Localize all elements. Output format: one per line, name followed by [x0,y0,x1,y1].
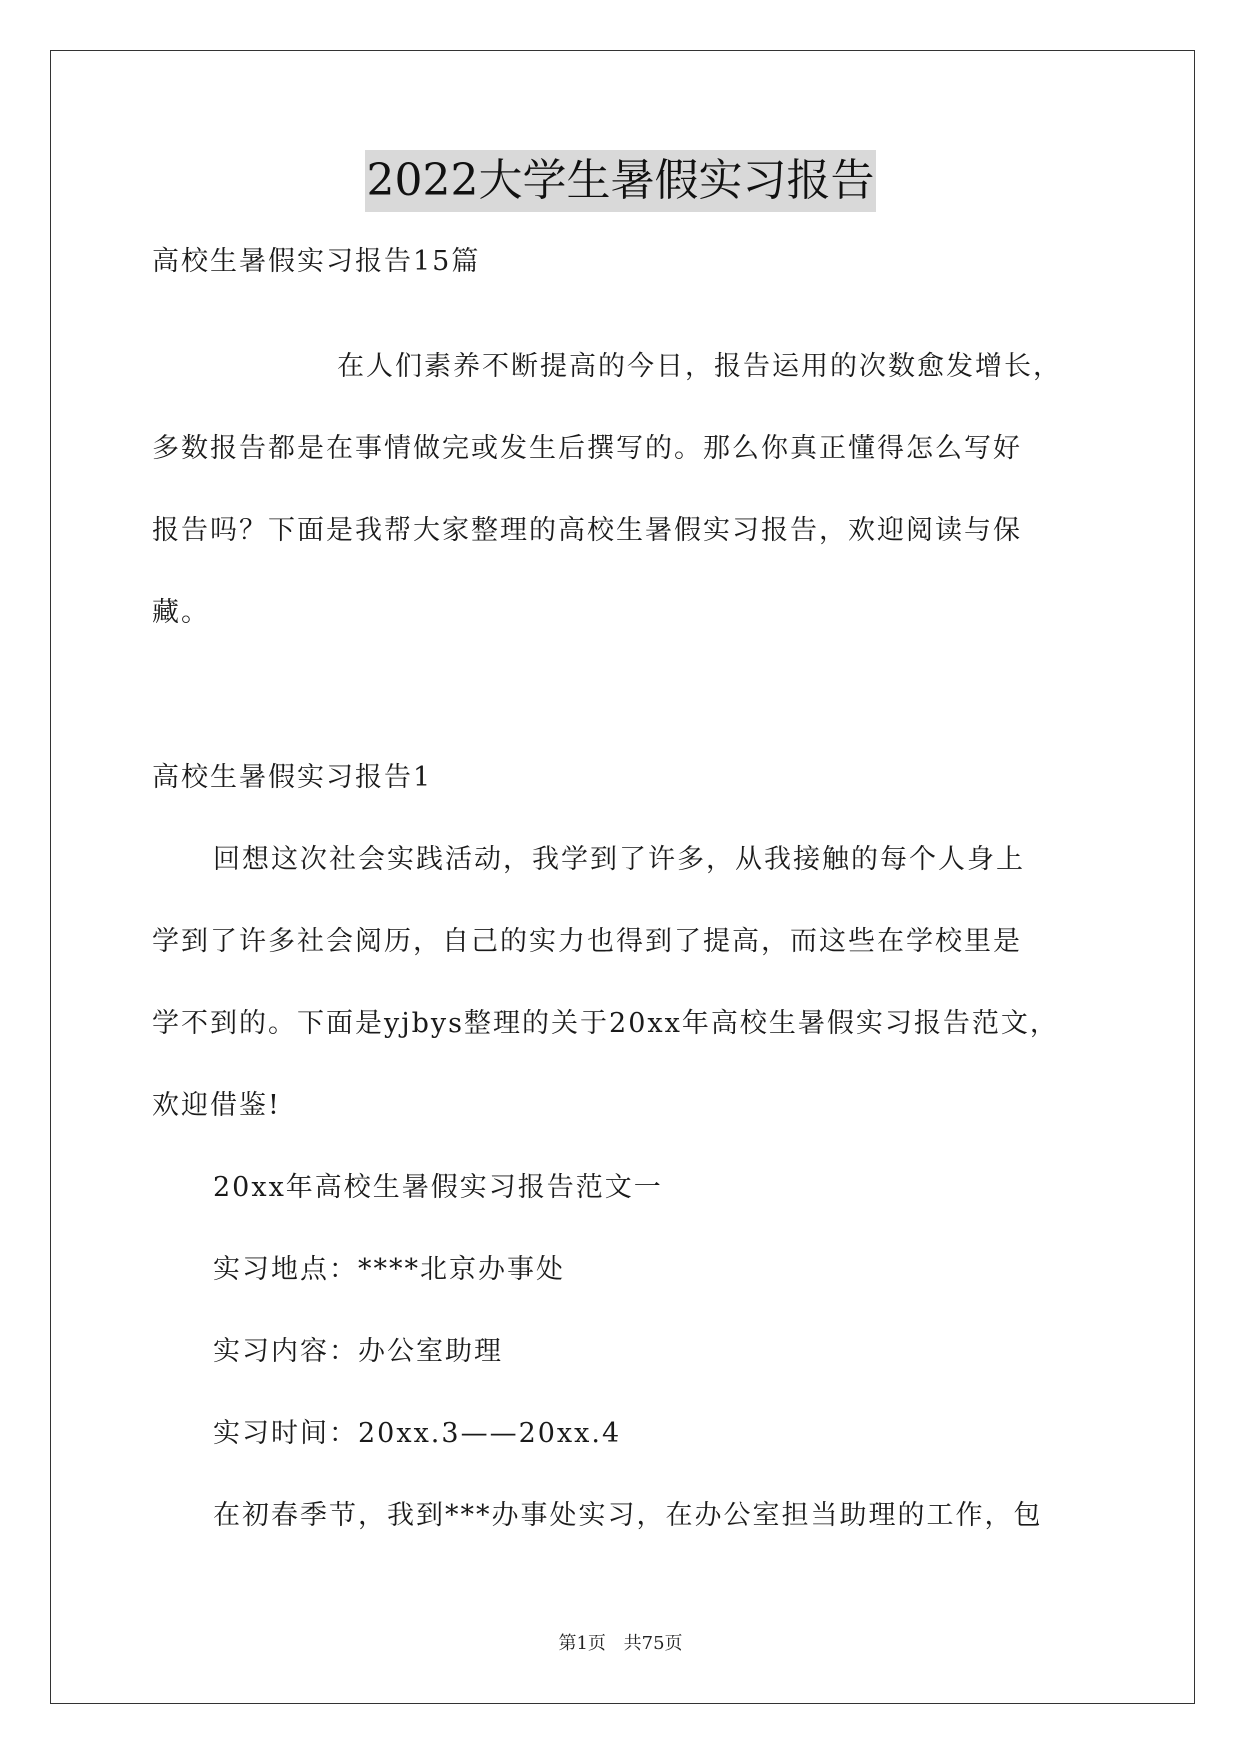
info-line-time: 实习时间：20xx.3——20xx.4 [213,1418,622,1449]
subtitle-line: 高校生暑假实习报告15篇 [152,246,481,277]
paragraph-line: 学不到的。下面是yjbys整理的关于20xx年高校生暑假实习报告范文， [152,1008,1059,1039]
paragraph-line: 在初春季节，我到***办事处实习，在办公室担当助理的工作，包 [213,1500,1043,1531]
page-border [50,50,1195,1704]
section-heading: 高校生暑假实习报告1 [152,762,433,793]
title-container [0,150,1241,212]
paragraph-line: 多数报告都是在事情做完或发生后撰写的。那么你真正懂得怎么写好 [152,433,1022,464]
page-footer [0,1632,1241,1656]
paragraph-line: 回想这次社会实践活动，我学到了许多，从我接触的每个人身上 [213,844,1025,875]
paragraph-line: 学到了许多社会阅历，自己的实力也得到了提高，而这些在学校里是 [152,926,1022,957]
info-line-location: 实习地点：****北京办事处 [213,1254,565,1285]
document-title: 2022大学生暑假实习报告 [365,150,877,212]
paragraph-line: 报告吗？下面是我帮大家整理的高校生暑假实习报告，欢迎阅读与保 [152,515,1022,546]
subsection-heading: 20xx年高校生暑假实习报告范文一 [213,1172,663,1203]
page-number: 第1页 [558,1633,606,1654]
page-total: 共75页 [623,1633,683,1654]
paragraph-line: 在人们素养不断提高的今日，报告运用的次数愈发增长， [337,351,1062,382]
paragraph-line: 藏。 [152,597,210,628]
info-line-content: 实习内容：办公室助理 [213,1336,503,1367]
paragraph-line: 欢迎借鉴! [152,1090,281,1121]
